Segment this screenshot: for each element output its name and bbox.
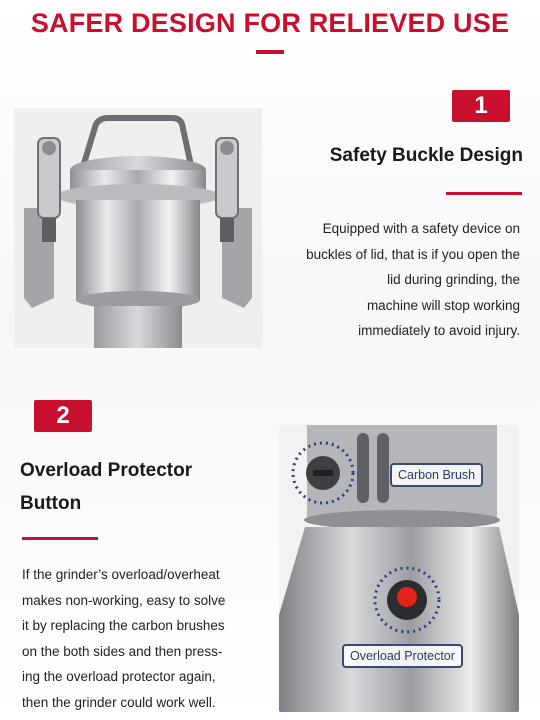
description-line: lid during grinding, the (387, 272, 520, 287)
description-line: makes non-working, easy to solve (22, 592, 226, 608)
page-title: SAFER DESIGN FOR RELIEVED USE (30, 8, 510, 38)
heading-underline (446, 192, 522, 195)
feature-description (270, 216, 520, 344)
overload-protector-callout: Overload Protector (342, 644, 463, 668)
description-line: buckles of lid, that is if you open the (306, 246, 520, 262)
description-line: immediately to avoid injury. (358, 323, 520, 338)
description-line: If the grinder’s overload/overheat (22, 567, 220, 582)
description-line: machine will stop working (366, 297, 520, 313)
carbon-brush-callout: Carbon Brush (390, 463, 483, 487)
feature-number-badge: 2 (34, 400, 92, 432)
feature-description (22, 562, 262, 715)
grinder-lid-illustration (14, 108, 262, 348)
feature-heading: Safety Buckle Design (329, 145, 523, 166)
title-underline (256, 50, 284, 54)
description-line: ing the overload protector again, (22, 669, 216, 684)
description-line: then the grinder could work well. (22, 694, 216, 710)
feature-heading (20, 454, 260, 520)
heading-underline (22, 537, 98, 540)
heading-line: Overload Protector (20, 460, 193, 481)
description-line: it by replacing the carbon brushes (22, 618, 225, 633)
heading-line: Button (20, 493, 82, 514)
description-line: on the both sides and then press- (22, 643, 223, 659)
description-line: Equipped with a safety device on (322, 221, 520, 236)
grinder-lid-buckle-photo (14, 108, 262, 348)
feature-number-badge: 1 (452, 90, 510, 122)
